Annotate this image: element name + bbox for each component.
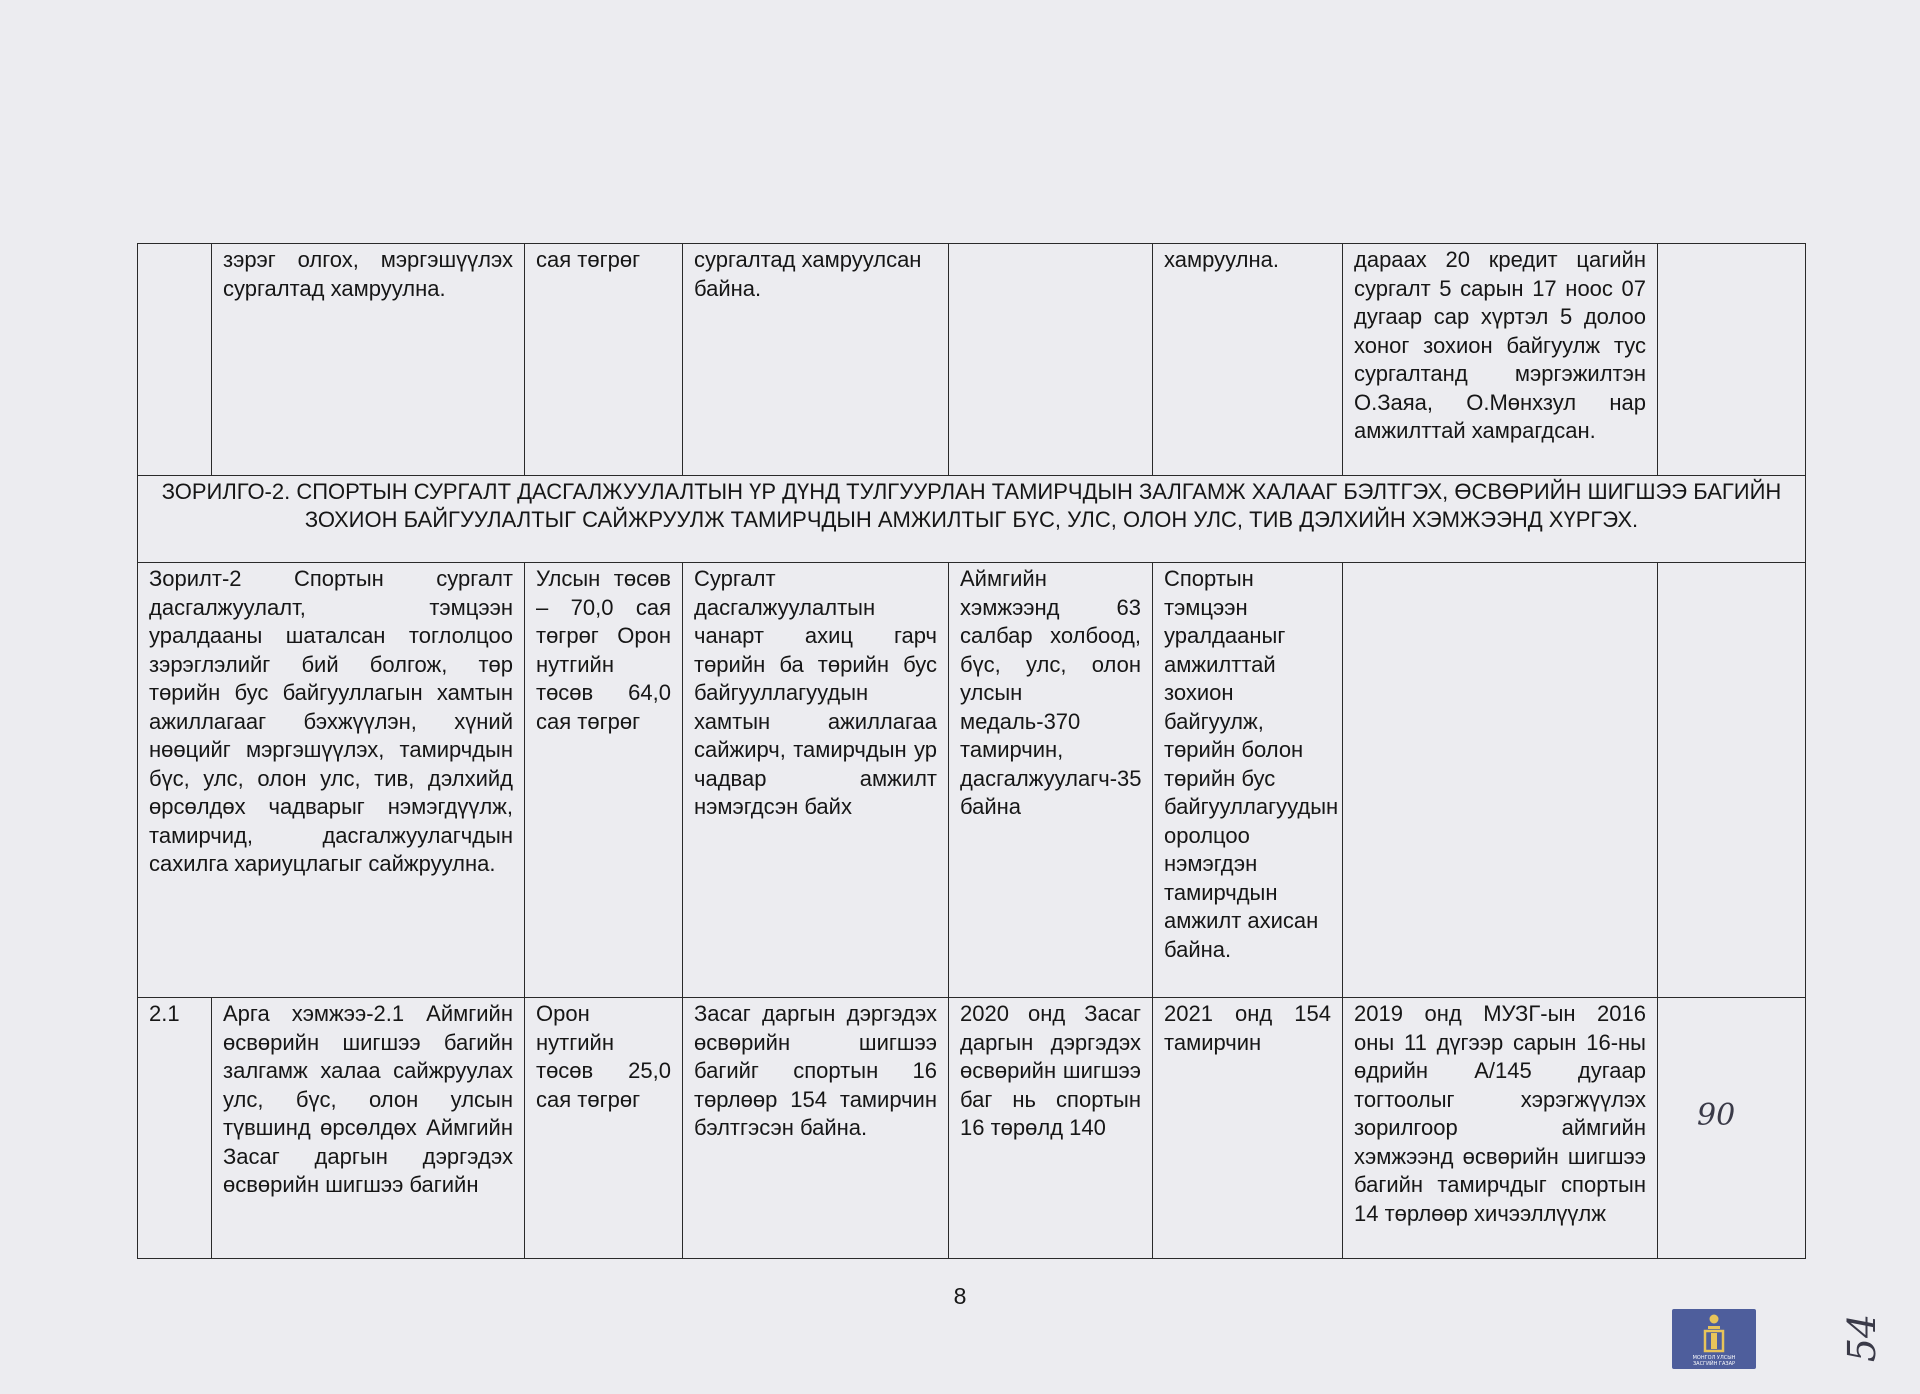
action-plan-table [137, 243, 1806, 1259]
activity-cell: Арга хэмжээ-2.1 Аймгийн өсвөрийн шигшээ багийн залгамж халаа сайжруулах улс, бүс, олон улсын түвшинд өрсөлдөх Аймгийн Засаг даргын дэргэдэх өсвөрийн шигшээ багийн [212, 998, 525, 1259]
progress-cell: 2019 онд МУЗГ-ын 2016 оны 11 дүгээр сарын 16-ны өдрийн А/145 дугаар тогтоолыг хэрэгжүүлэх зорилгоор аймгийн хэмжээнд өсвөрийн шигшээ багийн тамирчдыг спортын 14 төрлөөр хичээллүүлж [1343, 998, 1658, 1259]
table-row [138, 563, 1806, 998]
goal-heading: ЗОРИЛГО-2. СПОРТЫН СУРГАЛТ ДАСГАЛЖУУЛАЛТЫН ҮР ДҮНД ТУЛГУУРЛАН ТАМИРЧДЫН ЗАЛГАМЖ ХАЛААГ БЭЛТГЭХ, ӨСВӨРИЙН ШИГШЭЭ БАГИЙН ЗОХИОН БАЙГУУЛАЛТЫГ САЙЖРУУЛЖ ТАМИРЧДЫН АМЖИЛТЫГ БҮС, УЛС, ОЛОН УЛС, ТИВ ДЭЛХИЙН ХЭМЖЭЭНД ХҮРГЭХ. [138, 476, 1806, 563]
progress-cell: дараах 20 кредит цагийн сургалт 5 сарын 17 ноос 07 дугаар сар хүртэл 5 долоо хоног зохион байгуулж тус сургалтанд мэргэжилтэн О.Заяа, О.Мөнхзул нар амжилттай хамрагдсан. [1343, 244, 1658, 476]
result-cell: Сургалт дасгалжуулалтын чанарт ахиц гарч төрийн ба төрийн бус байгууллагуудын хамтын ажиллагаа сайжирч, тамирчдын ур чадвар амжилт нэмэгдсэн байх [683, 563, 949, 998]
row-number-cell [138, 244, 212, 476]
target-cell: хамруулна. [1153, 244, 1343, 476]
row-number-cell: 2.1 [138, 998, 212, 1259]
budget-cell: сая төгрөг [525, 244, 683, 476]
soyombo-emblem-icon [1672, 1309, 1756, 1369]
page-number: 8 [953, 1283, 967, 1309]
baseline-cell: Аймгийн хэмжээнд 63 салбар холбоод, бүс, улс, олон улсын медаль-370 тамирчин, дасгалжуулагч-35 байна [949, 563, 1153, 998]
objective-cell: Зорилт-2 Спортын сургалт дасгалжуулалт, тэмцээн уралдааны шаталсан тоглолцоо зэрэглэлийг бий болгож, төр төрийн бус байгууллагын хамтын ажиллагааг бэхжүүлэн, хүний нөөцийг мэргэшүүлэх, тамирчдын бүс, улс, олон улс, тив, дэлхийд өрсөлдөх чадварыг нэмэгдүүлж, тамирчид, дасгалжуулагчдын сахилга хариуцлагыг сайжруулна. [138, 563, 525, 998]
handwritten-sheet-mark: 54 [1840, 1313, 1885, 1363]
government-seal-logo [1672, 1309, 1756, 1369]
goal-heading-row [138, 476, 1806, 563]
target-cell: 2021 онд 154 тамирчин [1153, 998, 1343, 1259]
score-cell [1658, 563, 1806, 998]
baseline-cell [949, 244, 1153, 476]
handwritten-score-mark: 90 [1697, 1098, 1736, 1133]
score-cell [1658, 244, 1806, 476]
result-cell: сургалтад хамруулсан байна. [683, 244, 949, 476]
budget-cell: Улсын төсөв – 70,0 сая төгрөг Орон нутгийн төсөв 64,0 сая төгрөг [525, 563, 683, 998]
table-row [138, 244, 1806, 476]
table-row [138, 998, 1806, 1259]
svg-text:МОНГОЛ УЛСЫН: МОНГОЛ УЛСЫН [1692, 1355, 1736, 1361]
target-cell: Спортын тэмцээн уралдааныг амжилттай зохион байгуулж, төрийн болон төрийн бус байгууллагуудын оролцоо нэмэгдэн тамирчдын амжилт ахисан байна. [1153, 563, 1343, 998]
activity-cell: зэрэг олгох, мэргэшүүлэх сургалтад хамруулна. [212, 244, 525, 476]
budget-cell: Орон нутгийн төсөв 25,0 сая төгрөг [525, 998, 683, 1259]
baseline-cell: 2020 онд Засаг даргын дэргэдэх өсвөрийн шигшээ баг нь спортын 16 төрөлд 140 [949, 998, 1153, 1259]
result-cell: Засаг даргын дэргэдэх өсвөрийн шигшээ багийг спортын 16 төрлөөр 154 тамирчин бэлтгэсэн байна. [683, 998, 949, 1259]
svg-text:ЗАСГИЙН ГАЗАР: ЗАСГИЙН ГАЗАР [1692, 1361, 1736, 1367]
progress-cell [1343, 563, 1658, 998]
